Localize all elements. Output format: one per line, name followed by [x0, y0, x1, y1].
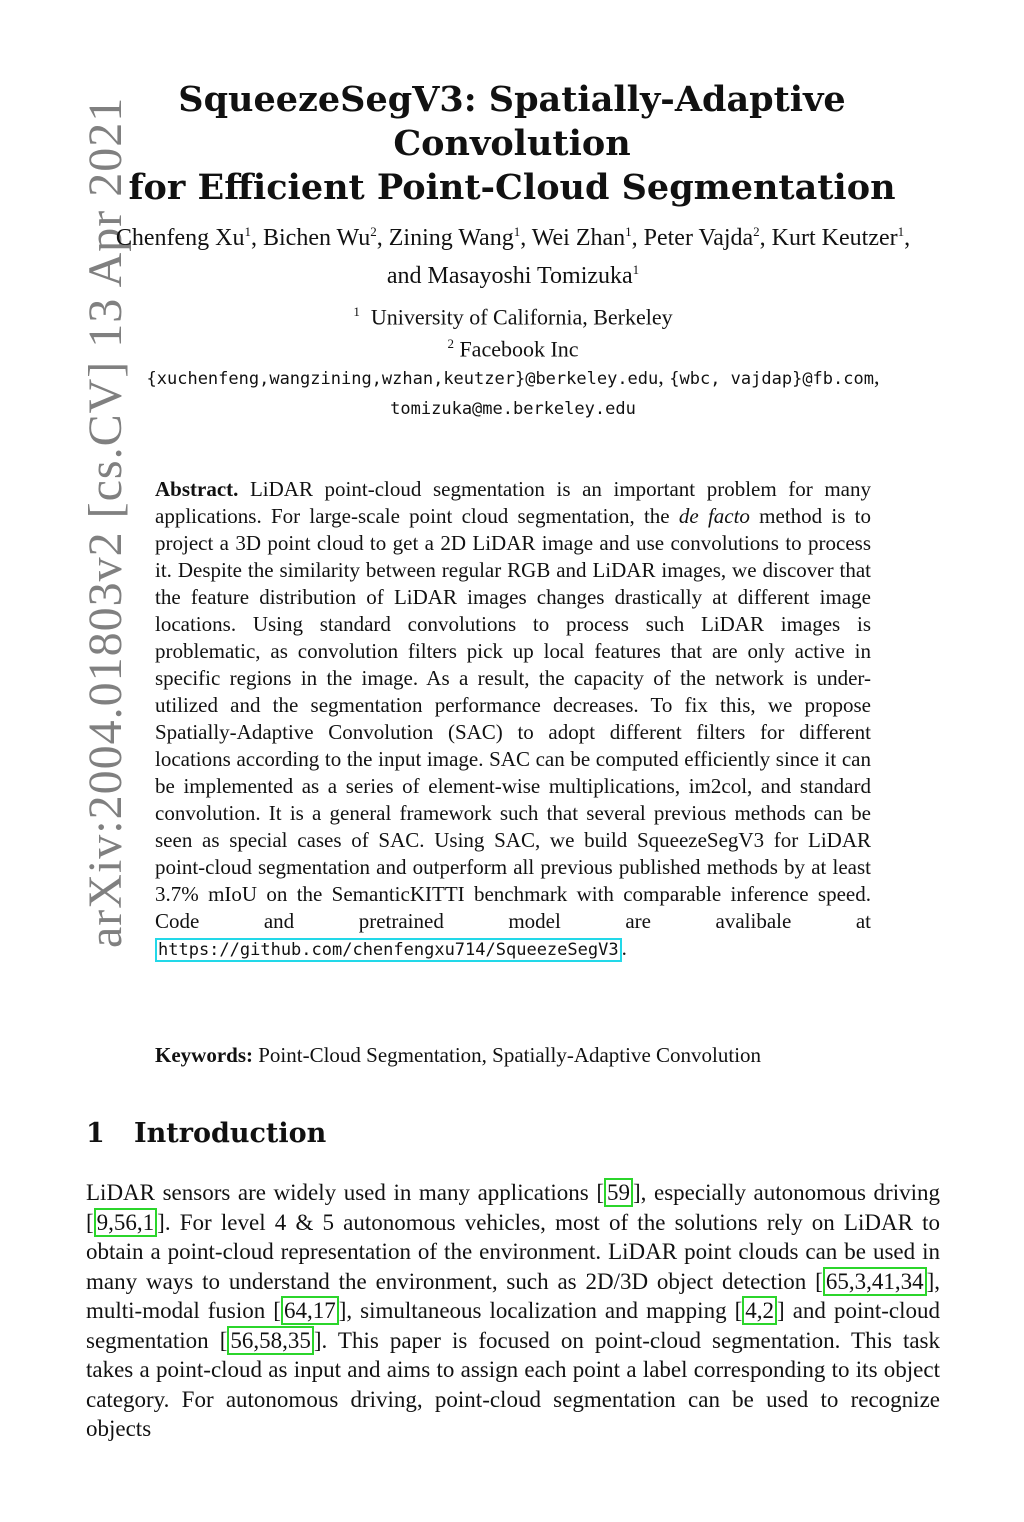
- section-number: 1: [86, 1118, 105, 1149]
- intro-text: . For level 4 & 5 autonomous vehicles, most of the solutions rely on LiDAR to obtain a point-cloud representation of the environment. LiDAR point clouds can be used in many ways to understand the environment, such as 2D/3D object detection: [86, 1209, 940, 1294]
- author-affil-mark: 1: [513, 224, 521, 239]
- abstract-label: Abstract.: [155, 477, 239, 501]
- email-line: [100, 363, 926, 393]
- author: , Peter Vajda: [631, 225, 754, 251]
- affiliation-2: [100, 330, 926, 362]
- email-separator: ,: [873, 363, 880, 389]
- abstract: [155, 476, 871, 964]
- citation[interactable]: 64,17: [281, 1296, 339, 1325]
- author-affil-mark: 1: [897, 224, 905, 239]
- email-berkeley[interactable]: {xuchenfeng,wangzining,wzhan,keutzer}@berkeley.edu: [146, 368, 659, 389]
- abstract-text: method is to project a 3D point cloud to get a 2D LiDAR image and use convolutions to process it. Despite the similarity between regular RGB and LiDAR images, we discover that the feature distribution of LiDAR images changes drastically at different image locations. Using standard convolutions to process such LiDAR images is problematic, as convolution filters pick up local features that are only active in specific regions in the image. As a result, the capacity of the network is under-utilized and the segmentation performance decreases. To fix this, we propose Spatially-Adaptive Convolution (SAC) to adopt different filters for different locations according to the input image. SAC can be computed efficiently since it can be implemented as a series of element-wise multiplications, im2col, and standard convolution. It is a general framework such that several previous methods can be seen as special cases of SAC. Using SAC, we build SqueezeSegV3 for LiDAR point-cloud segmentation and outperform all previous published methods by at least 3.7% mIoU on the SemanticKITTI benchmark with comparable inference speed. Code and pretrained model are avalibale at: [155, 504, 872, 933]
- abstract-text: LiDAR point-cloud segmentation is an important problem for many applications. For large-scale point cloud segmentation, the: [155, 477, 871, 528]
- section-heading: [86, 1118, 326, 1149]
- section-title: Introduction: [134, 1118, 327, 1149]
- author-affil-mark: 1: [632, 262, 640, 277]
- intro-text: , especially autonomous driving: [640, 1180, 940, 1205]
- citation[interactable]: 65,3,41,34: [823, 1267, 927, 1296]
- arxiv-identifier: arXiv:2004.01803v2 [cs.CV] 13 Apr 2021: [79, 96, 132, 948]
- keywords-text: Point-Cloud Segmentation, Spatially-Adaptive Convolution: [253, 1043, 762, 1067]
- author: , Kurt Keutzer: [759, 225, 898, 251]
- author: , Bichen Wu: [251, 225, 371, 251]
- abstract-italic: de facto: [678, 504, 750, 528]
- code-link[interactable]: https://github.com/chenfengxu714/SqueezeSegV3: [155, 938, 622, 962]
- title-line-2: for Efficient Point-Cloud Segmentation: [128, 167, 896, 208]
- affil-name: University of California, Berkeley: [370, 304, 673, 330]
- keywords-label: Keywords:: [155, 1043, 253, 1067]
- author: , and Masayoshi Tomizuka: [386, 225, 911, 289]
- affil-number: 1: [353, 304, 360, 319]
- citation[interactable]: 9,56,1: [94, 1208, 158, 1237]
- keywords: [155, 1042, 871, 1069]
- email-tomizuka[interactable]: tomizuka@me.berkeley.edu: [390, 398, 636, 419]
- intro-text: . This paper is focused on point-cloud segmentation. This task takes a point-cloud as input and aims to assign each point a label corresponding to its object category. For autonomous driving, point-cloud segmentation can be used to recognize objects: [86, 1327, 940, 1441]
- email-fb[interactable]: {wbc, vajdap}@fb.com: [669, 368, 874, 389]
- abstract-end: .: [621, 936, 627, 960]
- author: , Wei Zhan: [520, 225, 626, 251]
- title-line-1: SqueezeSegV3: Spatially-Adaptive Convolution: [178, 79, 846, 164]
- author-affil-mark: 2: [753, 224, 760, 239]
- author-list: [100, 216, 926, 292]
- author-affil-mark: 1: [244, 224, 251, 239]
- intro-text: , multi-modal fusion: [86, 1268, 940, 1323]
- intro-text: and point-cloud segmentation: [86, 1298, 940, 1353]
- intro-text: , simultaneous localization and mapping: [346, 1298, 735, 1323]
- paper-title: [96, 78, 928, 210]
- citation[interactable]: 59: [604, 1178, 633, 1207]
- affil-name: Facebook Inc: [459, 336, 579, 362]
- author: Chenfeng Xu: [115, 225, 245, 251]
- affiliations: [100, 298, 926, 423]
- citation[interactable]: 56,58,35: [227, 1326, 314, 1355]
- citation[interactable]: 4,2: [742, 1296, 777, 1325]
- affil-number: 2: [447, 336, 454, 352]
- intro-paragraph: LiDAR sensors are widely used in many applications [ 59 ], especially autonomous driving [ 9,56,1 ]. For level 4 & 5 autonomous vehicles, most of the solutions rely on LiDAR to obtain a point-cloud representation of the environment. LiDAR point clouds can be used in many ways to understand the environment, such as 2D/3D object detection [ 65,3,41,34 ], multi-modal fusion [ 64,17 ], simultaneous localization and mapping [ 4,2 ] and point-cloud segmentation [ 56,58,35 ]. This paper is focused on point-cloud segmentation. This task takes a point-cloud as input and aims to assign each point a label corresponding to its object category. For autonomous driving, point-cloud segmentation can be used to recognize objects: [86, 1180, 940, 1441]
- author-affil-mark: 2: [370, 224, 377, 239]
- affiliation-1: [100, 298, 926, 330]
- author: , Zining Wang: [376, 225, 514, 251]
- author-affil-mark: 1: [625, 224, 632, 239]
- email-separator: ,: [658, 363, 670, 389]
- intro-text: LiDAR sensors are widely used in many applications: [86, 1180, 597, 1205]
